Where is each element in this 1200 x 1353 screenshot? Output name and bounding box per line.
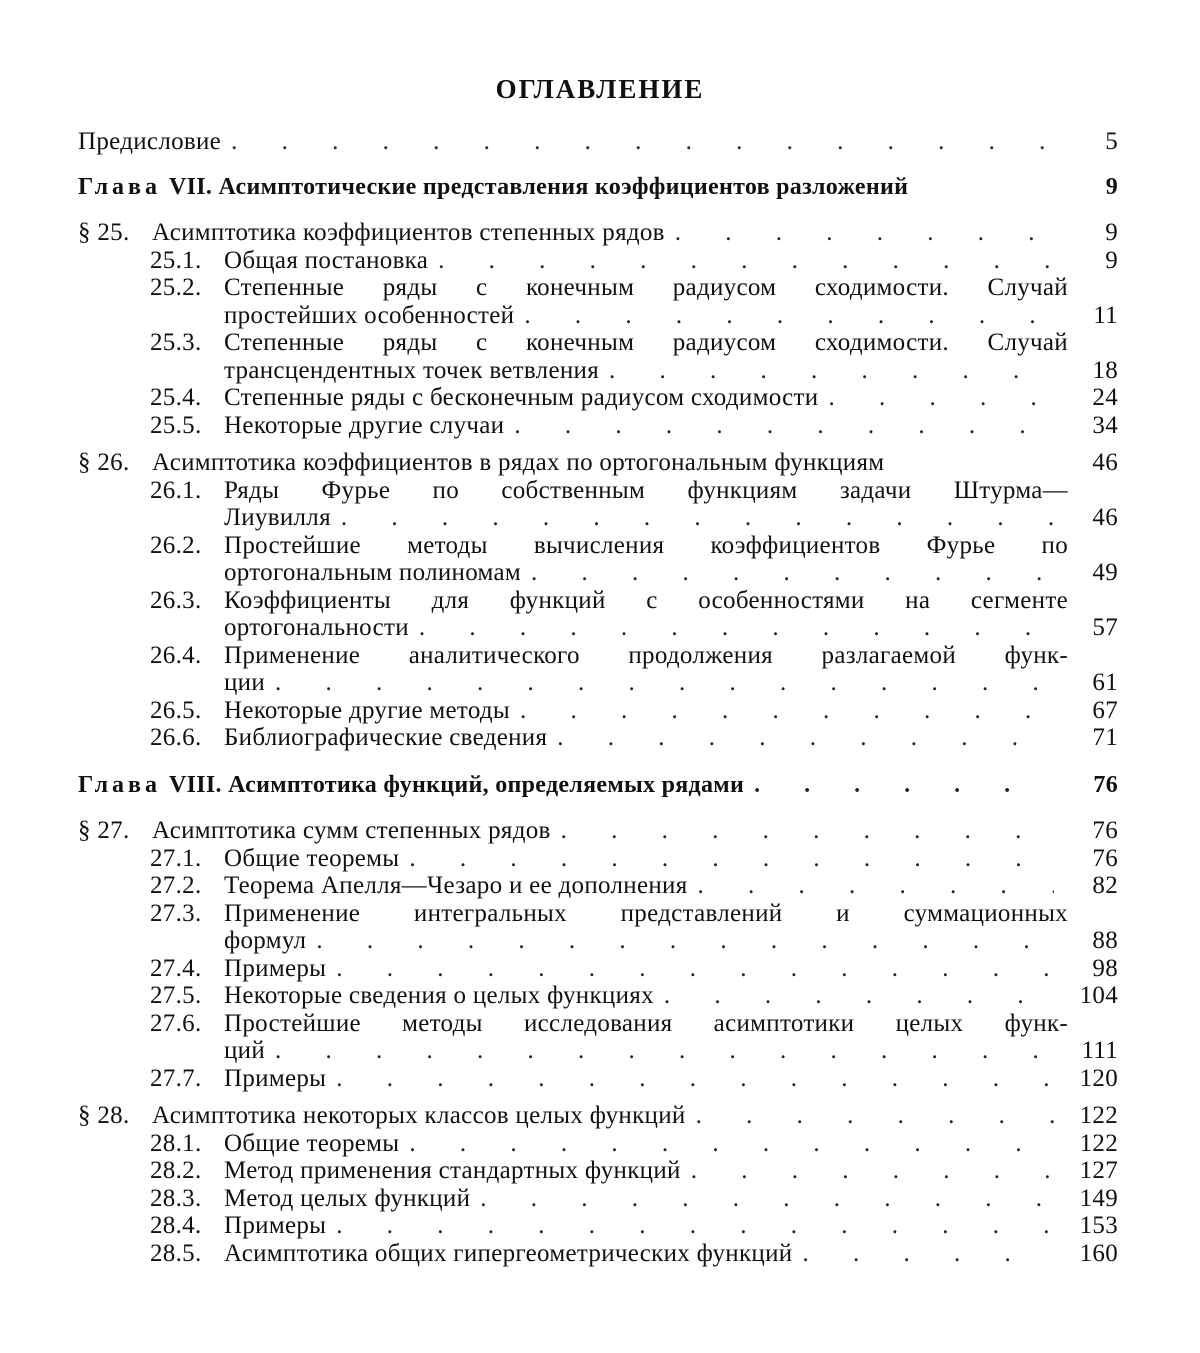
subsection-last-line [224,669,1068,697]
subsection-title: Лиувилля [224,504,331,532]
subsection-text [224,532,1068,587]
leader-dots: . . . . . . . [696,1102,1054,1130]
leader-dots: . . . . . . . . . . . . [438,247,1054,275]
leader-dots: . . . . . . . . . . . [480,1185,1054,1213]
page-number: 18 [1068,357,1118,385]
subsection-number: 28.4. [150,1212,224,1240]
entry-body [150,587,1068,642]
toc-entry-subsection[interactable] [78,642,1118,697]
subsection-last-line [224,504,1068,532]
subsection-last-line [224,1212,1068,1240]
leader-dots: . . . . . . . . . . [557,724,1054,752]
subsection-last-line [224,872,1068,900]
subsection-last-line [224,1240,1068,1268]
page-number: 104 [1068,982,1118,1010]
entry-body [150,1010,1068,1065]
subsection-number: 27.4. [150,955,224,983]
entry-title: Предисловие [78,128,221,156]
section-number: § 25. [78,219,152,247]
subsection-number: 26.1. [150,477,224,532]
subsection-text [224,982,1068,1010]
subsection-title: Некоторые другие методы [224,697,510,725]
toc-entry-subsection[interactable] [78,412,1118,440]
toc-entry-section[interactable] [78,219,1118,247]
subsection-line: Применение интегральных представлений и суммационных [224,900,1068,928]
subsection-number: 26.4. [150,642,224,697]
leader-dots: . . . . . . . . . . . . . . [336,955,1054,983]
toc-entry-subsection[interactable] [78,384,1118,412]
subsection-title: Общие теоремы [224,1130,399,1158]
page-number: 49 [1068,559,1118,587]
page-number: 5 [1068,128,1118,156]
toc-entry-subsection[interactable] [78,329,1118,384]
page-number: 76 [1068,772,1118,800]
subsection-last-line [224,1157,1068,1185]
leader-dots: . . . . . . . [698,872,1054,900]
subsection-title: Теорема Апелля—Чезаро и ее дополнения [224,872,688,900]
section-title: Асимптотика коэффициентов степенных рядов [152,219,665,247]
toc-entry-subsection[interactable] [78,1130,1118,1158]
toc-entry-subsection[interactable] [78,900,1118,955]
spacer [78,762,1118,772]
leader-dots: . . . . . . . . [664,982,1054,1010]
subsection-text [224,477,1068,532]
subsection-number: 26.2. [150,532,224,587]
leader-dots: . . . . . . . [691,1157,1054,1185]
subsection-last-line [224,1185,1068,1213]
entry-body [150,329,1068,384]
chapter-title: VII. Асимптотические представления коэффициентов разложений [169,174,908,202]
subsection-title: простейших особенностей [224,302,514,330]
entry-body [150,384,1068,412]
subsection-title: Общая постановка [224,247,428,275]
subsection-text [224,1130,1068,1158]
subsection-title: Метод целых функций [224,1185,470,1213]
spacer [908,174,1068,202]
subsection-text [224,247,1068,275]
leader-dots: . . . . . . . . . . . . . [419,614,1054,642]
spacer [78,799,1118,817]
leader-dots: . . . . . . . . . . . . . . . [275,1037,1054,1065]
subsection-number: 25.4. [150,384,224,412]
spacer [78,156,1118,174]
leader-dots: . . . . . . . . . . [561,817,1054,845]
page-number: 88 [1068,927,1118,955]
subsection-line: Коэффициенты для функций с особенностями на сегменте [224,587,1068,615]
subsection-number: 27.6. [150,1010,224,1065]
leader-dots: . . . . . . . . . . . . . [409,1130,1054,1158]
entry-body [150,642,1068,697]
subsection-last-line [224,955,1068,983]
toc-page [0,0,1200,1353]
subsection-last-line [224,1130,1068,1158]
section-title: Асимптотика некоторых классов целых функций [152,1102,686,1130]
page-number: 76 [1068,817,1118,845]
chapter-title: VIII. Асимптотика функций, определяемых рядами [169,772,744,800]
subsection-title: Асимптотика общих гипергеометрических функций [224,1240,792,1268]
subsection-last-line [224,247,1068,275]
page-number: 122 [1068,1102,1118,1130]
toc-entry-subsection[interactable] [78,477,1118,532]
subsection-title: Примеры [224,955,326,983]
section-number: § 28. [78,1102,152,1130]
leader-dots: . . . . . . . . . . . . . . [336,1212,1054,1240]
entry-body [78,174,1068,202]
leader-dots: . . . . . . . . . [609,357,1054,385]
subsection-title: Примеры [224,1212,326,1240]
entry-body [150,724,1068,752]
toc-entry-subsection[interactable] [78,587,1118,642]
chapter-prefix: Глава [78,174,161,202]
subsection-last-line [224,302,1068,330]
page-number: 9 [1068,219,1118,247]
toc-entry-subsection[interactable] [78,1240,1118,1268]
leader-dots: . . . . . . . . . . [531,559,1054,587]
toc-entry-subsection[interactable] [78,955,1118,983]
entry-body [78,1102,1068,1130]
section-number: § 27. [78,817,152,845]
subsection-last-line [224,927,1068,955]
entry-body [150,697,1068,725]
toc-entry-chapter[interactable] [78,772,1118,800]
leader-dots: . . . . . . . . . . . . . . [341,504,1054,532]
page-number: 160 [1068,1240,1118,1268]
leader-dots: . . . . . . . . . . . . . [409,845,1054,873]
section-title: Асимптотика сумм степенных рядов [152,817,551,845]
subsection-text [224,1185,1068,1213]
subsection-text [224,1010,1068,1065]
subsection-line: Простейшие методы вычисления коэффициентов Фурье по [224,532,1068,560]
spacer [78,1092,1118,1102]
subsection-number: 27.1. [150,845,224,873]
leader-dots: . . . . . . . . . . . [524,302,1054,330]
page-number: 24 [1068,384,1118,412]
entry-body [78,772,1068,800]
subsection-line: Применение аналитического продолжения разлагаемой функ- [224,642,1068,670]
entry-body [150,845,1068,873]
subsection-number: 28.3. [150,1185,224,1213]
subsection-text [224,697,1068,725]
entry-body [78,449,1068,477]
entry-body [150,1130,1068,1158]
subsection-last-line [224,614,1068,642]
subsection-title: формул [224,927,306,955]
entry-body [150,1065,1068,1093]
leader-dots: . . . . . . . . . . . . . . . [316,927,1054,955]
entry-body [150,955,1068,983]
page-number: 9 [1068,174,1118,202]
section-number: § 26. [78,449,152,477]
subsection-last-line [224,1065,1068,1093]
subsection-title: ортогональности [224,614,409,642]
page-number: 149 [1068,1185,1118,1213]
entry-body [150,1240,1068,1268]
subsection-title: ортогональным полиномам [224,559,521,587]
entry-body [150,247,1068,275]
page-number: 46 [1068,449,1118,477]
entry-body [78,128,1068,156]
subsection-number: 26.6. [150,724,224,752]
subsection-text [224,412,1068,440]
subsection-text [224,724,1068,752]
page-number: 127 [1068,1157,1118,1185]
entry-body [150,1212,1068,1240]
page-number: 34 [1068,412,1118,440]
subsection-number: 26.3. [150,587,224,642]
toc-entry-section[interactable] [78,817,1118,845]
subsection-title: трансцендентных точек ветвления [224,357,599,385]
subsection-title: Библиографические сведения [224,724,547,752]
subsection-text [224,1157,1068,1185]
subsection-text [224,900,1068,955]
subsection-last-line [224,845,1068,873]
entry-body [150,477,1068,532]
toc-entry-subsection[interactable] [78,1185,1118,1213]
subsection-last-line [224,559,1068,587]
page-number: 153 [1068,1212,1118,1240]
leader-dots: . . . . . . . . . . . [514,412,1054,440]
leader-dots: . . . . . [828,384,1054,412]
entry-body [78,219,1068,247]
subsection-line: Степенные ряды с конечным радиусом сходимости. Случай [224,274,1068,302]
spacer [78,752,1118,762]
subsection-text [224,1212,1068,1240]
subsection-text [224,1065,1068,1093]
page-number: 71 [1068,724,1118,752]
subsection-title: Некоторые другие случаи [224,412,504,440]
toc-entry-chapter[interactable] [78,174,1118,202]
subsection-text [224,642,1068,697]
spacer [78,439,1118,449]
leader-dots: . . . . . . . . . . . . . . [336,1065,1054,1093]
subsection-number: 25.1. [150,247,224,275]
toc-entry-section[interactable] [78,449,1118,477]
subsection-line: Степенные ряды с конечным радиусом сходимости. Случай [224,329,1068,357]
page-number: 57 [1068,614,1118,642]
chapter-prefix: Глава [78,772,161,800]
leader-dots: . . . . . . . . . . . . . . . . [231,128,1054,156]
toc-entry-subsection[interactable] [78,1157,1118,1185]
entry-body [150,1157,1068,1185]
page-number: 46 [1068,504,1118,532]
toc-entry-section[interactable] [78,1102,1118,1130]
subsection-line: Ряды Фурье по собственным функциям задачи Штурма— [224,477,1068,505]
subsection-text [224,384,1068,412]
subsection-title: Примеры [224,1065,326,1093]
subsection-last-line [224,412,1068,440]
table-of-contents [78,128,1118,1277]
toc-entry-subsection[interactable] [78,724,1118,752]
page-number: 67 [1068,697,1118,725]
toc-entry-subsection[interactable] [78,532,1118,587]
subsection-number: 27.7. [150,1065,224,1093]
subsection-title: ций [224,1037,265,1065]
subsection-title: ции [224,669,265,697]
subsection-title: Некоторые сведения о целых функциях [224,982,654,1010]
subsection-text [224,274,1068,329]
subsection-text [224,845,1068,873]
page-number: 120 [1068,1065,1118,1093]
subsection-last-line [224,697,1068,725]
subsection-last-line [224,357,1068,385]
page-number: 9 [1068,247,1118,275]
subsection-number: 27.3. [150,900,224,955]
subsection-number: 25.3. [150,329,224,384]
subsection-number: 28.1. [150,1130,224,1158]
toc-entry-subsection[interactable] [78,247,1118,275]
subsection-last-line [224,384,1068,412]
subsection-line: Простейшие методы исследования асимптотики целых функ- [224,1010,1068,1038]
subsection-number: 27.5. [150,982,224,1010]
toc-entry-subsection[interactable] [78,982,1118,1010]
entry-body [150,412,1068,440]
entry-body [150,982,1068,1010]
toc-entry-subsection[interactable] [78,697,1118,725]
page-number: 11 [1068,302,1118,330]
subsection-text [224,872,1068,900]
leader-dots: . . . . . [802,1240,1054,1268]
toc-entry-subsection[interactable] [78,1212,1118,1240]
toc-entry-subsection[interactable] [78,872,1118,900]
toc-entry-subsection[interactable] [78,1065,1118,1093]
section-title: Асимптотика коэффициентов в рядах по ортогональным функциям [152,449,884,477]
page-number: 98 [1068,955,1118,983]
page-title: ОГЛАВЛЕНИЕ [0,74,1200,105]
subsection-number: 27.2. [150,872,224,900]
subsection-last-line [224,1037,1068,1065]
toc-entry-subsection[interactable] [78,1010,1118,1065]
entry-body [150,1185,1068,1213]
leader-dots: . . . . . . . . [675,219,1054,247]
toc-entry-subsection[interactable] [78,845,1118,873]
page-number: 82 [1068,872,1118,900]
entry-body [78,817,1068,845]
leader-dots: . . . . . . [754,772,1054,800]
subsection-number: 28.2. [150,1157,224,1185]
entry-body [150,532,1068,587]
spacer [78,1267,1118,1277]
spacer [78,201,1118,219]
leader-dots: . . . . . . . . . . . [520,697,1054,725]
subsection-title: Степенные ряды с бесконечным радиусом сходимости [224,384,818,412]
spacer [884,449,1068,477]
toc-entry-preface[interactable] [78,128,1118,156]
subsection-number: 25.2. [150,274,224,329]
subsection-last-line [224,982,1068,1010]
page-number: 61 [1068,669,1118,697]
page-number: 76 [1068,845,1118,873]
subsection-text [224,587,1068,642]
subsection-text [224,329,1068,384]
page-number: 122 [1068,1130,1118,1158]
entry-body [150,900,1068,955]
subsection-text [224,955,1068,983]
subsection-text [224,1240,1068,1268]
subsection-number: 26.5. [150,697,224,725]
subsection-number: 25.5. [150,412,224,440]
page-number: 111 [1068,1037,1118,1065]
leader-dots: . . . . . . . . . . . . . . . [275,669,1054,697]
subsection-last-line [224,724,1068,752]
subsection-title: Метод применения стандартных функций [224,1157,681,1185]
entry-body [150,274,1068,329]
entry-body [150,872,1068,900]
subsection-title: Общие теоремы [224,845,399,873]
toc-entry-subsection[interactable] [78,274,1118,329]
subsection-number: 28.5. [150,1240,224,1268]
